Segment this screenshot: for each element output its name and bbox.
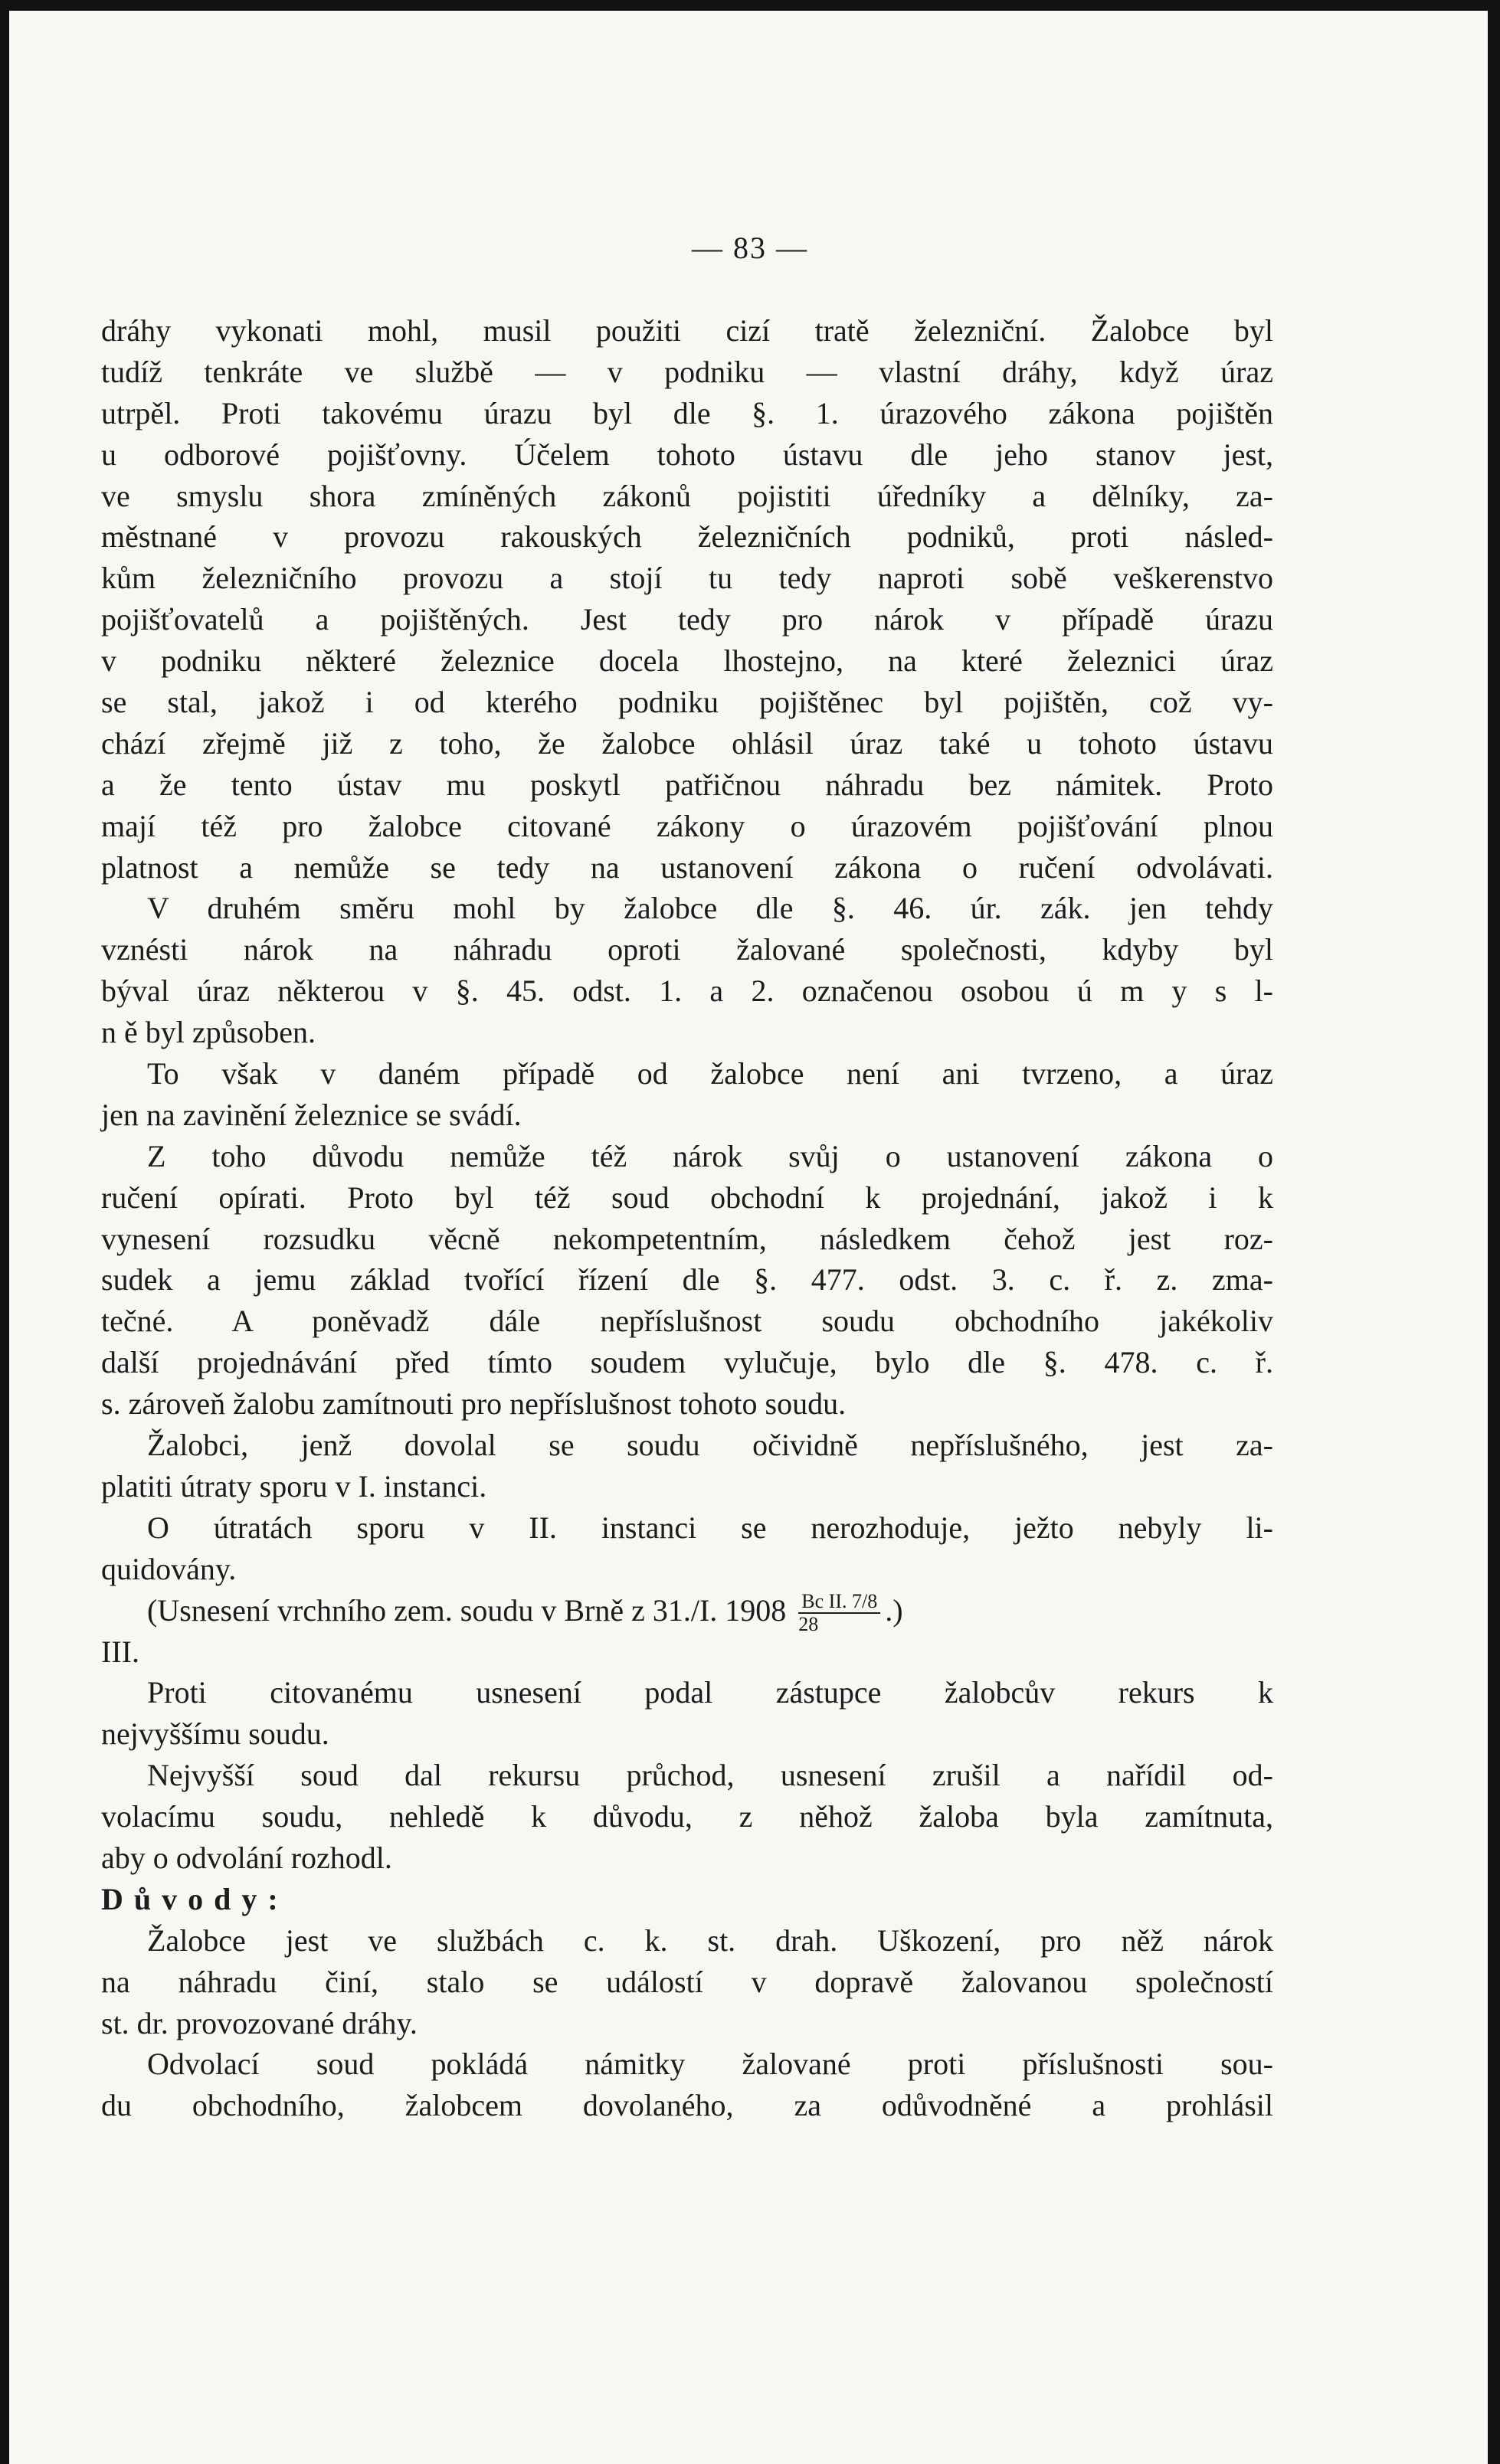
text-line: platnost a nemůže se tedy na ustanovení zákona o ručení odvolávati. <box>101 849 1273 885</box>
text-line: ve smyslu shora zmíněných zákonů pojistiti úředníky a dělníky, za- <box>101 478 1273 513</box>
text-line: Odvolací soud pokládá námitky žalované proti příslušnosti sou- <box>147 2047 1273 2082</box>
text-line: utrpěl. Proti takovému úrazu byl dle §. 1. úrazového zákona pojištěn <box>101 395 1273 430</box>
text-line: na náhradu činí, stalo se událostí v dopravě žalovanou společností <box>101 1964 1273 1999</box>
text-line: Z toho důvodu nemůže též nárok svůj o ustanovení zákona o <box>147 1138 1273 1173</box>
text-line: dráhy vykonati mohl, musil použiti cizí tratě železniční. Žalobce byl <box>101 313 1273 348</box>
text-line: Žalobce jest ve službách c. k. st. drah. Uškození, pro něž nárok <box>147 1922 1273 1958</box>
section-heading: III. <box>101 1634 139 1669</box>
text-line: vynesení rozsudku věcně nekompetentním, následkem čehož jest roz- <box>101 1221 1273 1256</box>
text-line: vznésti nárok na náhradu oproti žalované společnosti, kdyby byl <box>101 932 1273 967</box>
citation-line <box>101 1590 1273 1636</box>
scan-border-right <box>1488 0 1500 2464</box>
text-line: Žalobci, jenž dovolal se soudu očividně nepříslušného, jest za- <box>147 1428 1273 1463</box>
fraction-denominator: 28 <box>798 1613 819 1636</box>
scan-border-left <box>0 0 9 2464</box>
text-line: nejvyššímu soudu. <box>101 1716 329 1752</box>
text-line: pojišťovatelů a pojištěných. Jest tedy pro nárok v případě úrazu <box>101 602 1273 637</box>
text-line: tečné. A poněvadž dále nepříslušnost soudu obchodního jakékoliv <box>101 1304 1273 1339</box>
text-line: mají též pro žalobce citované zákony o úrazovém pojišťování plnou <box>101 808 1273 843</box>
text-line: Nejvyšší soud dal rekursu průchod, usnesení zrušil a nařídil od- <box>147 1758 1273 1793</box>
text-line: O útratách sporu v II. instanci se nerozhoduje, ježto nebyly li- <box>147 1510 1273 1545</box>
text-line: platiti útraty sporu v I. instanci. <box>101 1468 487 1504</box>
text-line: volacímu soudu, nehledě k důvodu, z něhož žaloba byla zamítnuta, <box>101 1799 1273 1834</box>
citation-suffix: .) <box>885 1592 903 1628</box>
text-line: se stal, jakož i od kterého podniku pojištěnec byl pojištěn, což vy- <box>101 685 1273 720</box>
text-line: jen na zavinění železnice se svádí. <box>101 1097 522 1132</box>
text-line: sudek a jemu základ tvořící řízení dle §. 477. odst. 3. c. ř. z. zma- <box>101 1262 1273 1297</box>
text-line: st. dr. provozované dráhy. <box>101 2005 418 2040</box>
page-number: — 83 — <box>692 231 808 265</box>
body-text-1 <box>101 310 1273 2126</box>
text-line: v podniku některé železnice docela lhostejno, na které železnici úraz <box>101 643 1273 679</box>
file-number-fraction <box>798 1591 880 1635</box>
text-line: ručení opírati. Proto byl též soud obchodní k projednání, jakož i k <box>101 1180 1273 1215</box>
text-line: To však v daném případě od žalobce není ani tvrzeno, a úraz <box>147 1056 1273 1091</box>
text-line: n ě byl způsoben. <box>101 1015 316 1050</box>
text-line: kům železničního provozu a stojí tu tedy naproti sobě veškerenstvo <box>101 561 1273 596</box>
text-line: tudíž tenkráte ve službě — v podniku — vlastní dráhy, když úraz <box>101 354 1273 389</box>
text-line: aby o odvolání rozhodl. <box>101 1840 392 1875</box>
text-line: další projednávání před tímto soudem vylučuje, bylo dle §. 478. c. ř. <box>101 1345 1273 1380</box>
text-line: V druhém směru mohl by žalobce dle §. 46. úr. zák. jen tehdy <box>147 891 1273 926</box>
fraction-numerator: Bc II. 7/8 <box>798 1591 880 1614</box>
text-line: s. zároveň žalobu zamítnouti pro nepříslušnost tohoto soudu. <box>101 1386 847 1422</box>
text-line: Proti citovanému usnesení podal zástupce žalobcův rekurs k <box>147 1675 1273 1710</box>
text-line: u odborové pojišťovny. Účelem tohoto ústavu dle jeho stanov jest, <box>101 437 1273 472</box>
reasons-heading: Důvody: <box>101 1881 289 1916</box>
text-line: chází zřejmě již z toho, že žalobce ohlásil úraz také u tohoto ústavu <box>101 725 1273 761</box>
text-line: a že tento ústav mu poskytl patřičnou náhradu bez námitek. Proto <box>101 767 1273 802</box>
text-line: městnané v provozu rakouských železničních podniků, proti násled- <box>101 519 1273 555</box>
text-line: du obchodního, žalobcem dovolaného, za odůvodněné a prohlásil <box>101 2088 1273 2123</box>
scan-border-top <box>0 0 1500 11</box>
text-line: quidovány. <box>101 1551 237 1586</box>
text-line: býval úraz některou v §. 45. odst. 1. a 2. označenou osobou ú m y s l- <box>101 973 1273 1009</box>
citation-text: (Usnesení vrchního zem. soudu v Brně z 31./I. 1908 <box>147 1592 787 1628</box>
